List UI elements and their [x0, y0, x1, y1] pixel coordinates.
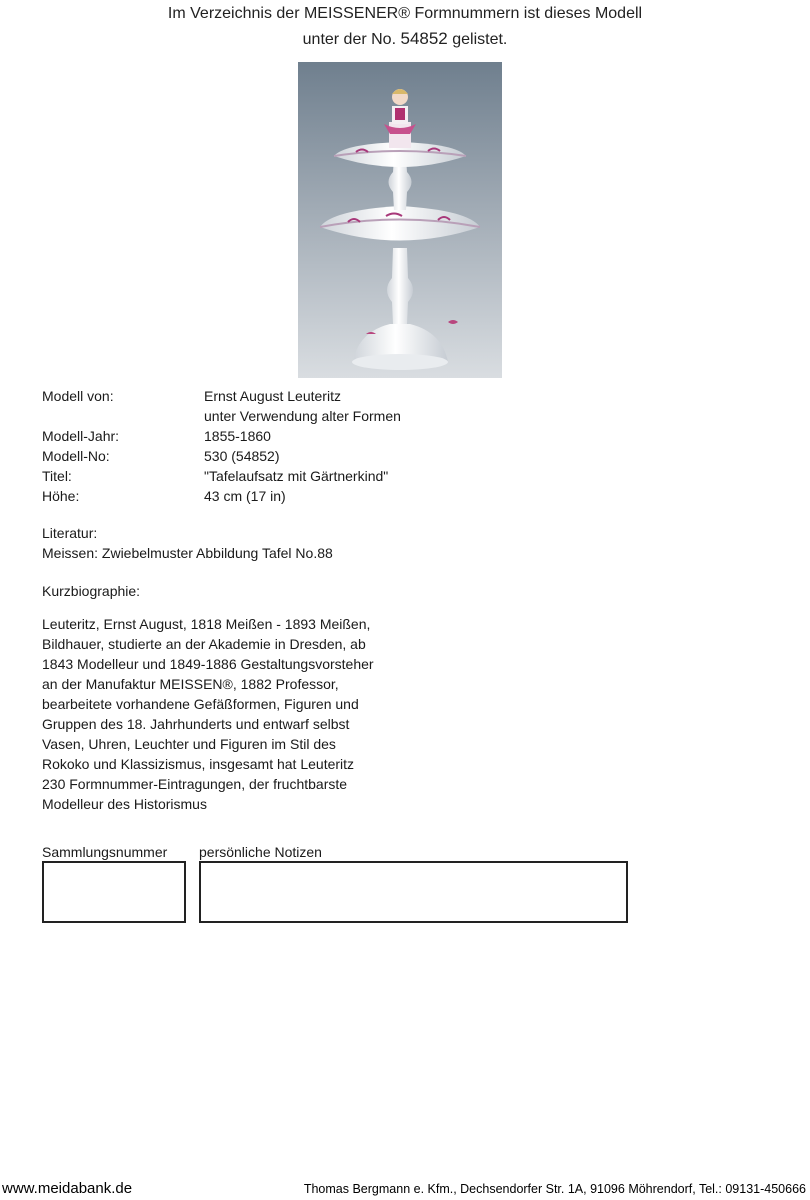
- detail-value: [204, 386, 642, 426]
- detail-value-line: Ernst August Leuteritz: [204, 388, 341, 404]
- header-line-2: [0, 26, 810, 52]
- detail-row-modell-von: [42, 386, 642, 426]
- page-footer: [0, 1177, 810, 1197]
- biography-line: 230 Formnummer-Eintragungen, der fruchtbarste: [42, 776, 348, 792]
- biography-line: Leuteritz, Ernst August, 1818 Meißen - 1893 Meißen,: [42, 616, 371, 632]
- header-line-2-prefix: unter der No.: [302, 31, 397, 48]
- detail-row-titel: [42, 466, 642, 486]
- biography-line: Gruppen des 18. Jahrhunderts und entwarf selbst: [42, 716, 350, 732]
- personal-notes-label: persönliche Notizen: [199, 844, 322, 860]
- biography-line: Modelleur des Historismus: [42, 796, 207, 812]
- biography-line: Bildhauer, studierte an der Akademie in Dresden, ab: [42, 636, 366, 652]
- website-link[interactable]: www.meidabank.de: [2, 1180, 133, 1197]
- detail-value: 1855-1860: [204, 428, 271, 444]
- detail-value: 530 (54852): [204, 448, 280, 464]
- detail-row-hoehe: [42, 486, 642, 506]
- model-details: [42, 386, 642, 506]
- detail-value: "Tafelaufsatz mit Gärtnerkind": [204, 468, 389, 484]
- etagere-image: [298, 62, 502, 378]
- header-line-2-suffix: gelistet.: [452, 31, 508, 48]
- biography-heading: Kurzbiographie:: [42, 583, 141, 599]
- model-number: 54852: [400, 29, 448, 48]
- biography-line: Vasen, Uhren, Leuchter und Figuren im Stil des: [42, 736, 336, 752]
- literature-text: Meissen: Zwiebelmuster Abbildung Tafel No.88: [42, 545, 333, 561]
- detail-value-line: unter Verwendung alter Formen: [204, 408, 401, 424]
- detail-row-no: [42, 446, 642, 466]
- biography-line: Rokoko und Klassizismus, insgesamt hat Leuteritz: [42, 756, 355, 772]
- product-photo: [298, 62, 502, 378]
- detail-label: Höhe:: [42, 488, 80, 504]
- detail-label: Modell von:: [42, 388, 114, 404]
- biography-line: bearbeitete vorhandene Gefäßformen, Figuren und: [42, 696, 359, 712]
- header-line-1: Im Verzeichnis der MEISSENER® Formnummern ist dieses Modell: [167, 5, 643, 22]
- page-header: [0, 0, 810, 52]
- collection-number-field[interactable]: [42, 861, 186, 923]
- personal-notes-field[interactable]: [199, 861, 628, 923]
- detail-value: 43 cm (17 in): [204, 488, 286, 504]
- biography-line: 1843 Modelleur und 1849-1886 Gestaltungsvorsteher: [42, 656, 374, 672]
- detail-row-jahr: [42, 426, 642, 446]
- footer-address: Thomas Bergmann e. Kfm., Dechsendorfer Str. 1A, 91096 Möhrendorf, Tel.: 09131-450666: [303, 1182, 806, 1196]
- biography-line: an der Manufaktur MEISSEN®, 1882 Professor,: [42, 676, 339, 692]
- literature-heading: Literatur:: [42, 525, 98, 541]
- collection-number-label: Sammlungsnummer: [42, 844, 168, 860]
- detail-label: Modell-No:: [42, 448, 110, 464]
- biography-text: [42, 614, 402, 814]
- detail-label: Titel:: [42, 468, 72, 484]
- literature-section: [42, 523, 412, 563]
- detail-label: Modell-Jahr:: [42, 428, 120, 444]
